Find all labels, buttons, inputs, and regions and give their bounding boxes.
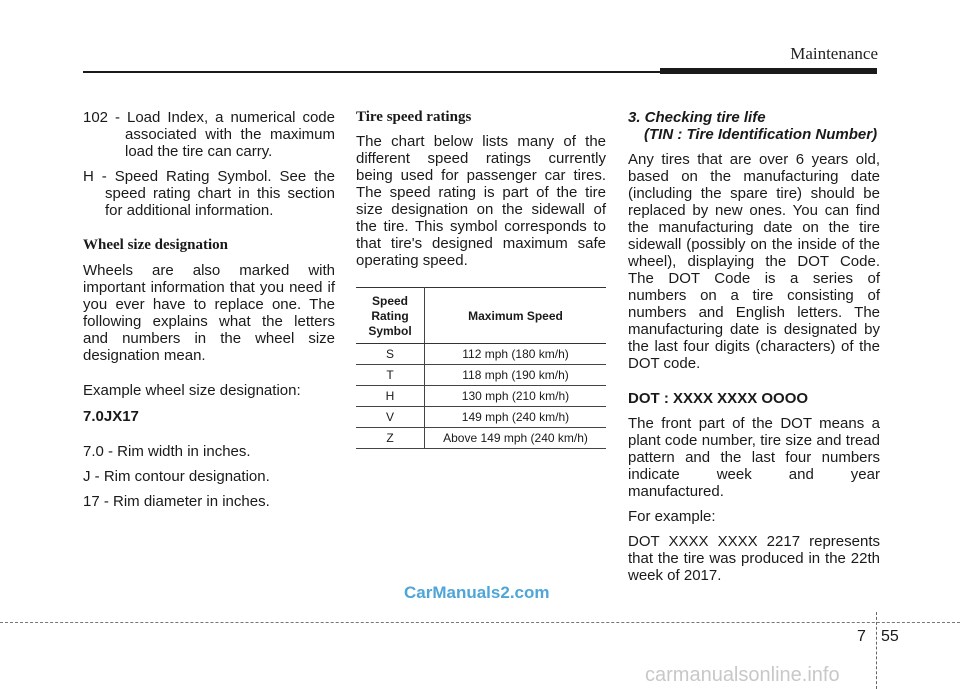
table-row <box>356 428 606 449</box>
rating-speed: Above 149 mph (240 km/h) <box>425 428 607 449</box>
table-row <box>356 365 606 386</box>
dot-example-text: DOT XXXX XXXX 2217 represents that the tire was produced in the 22th week of 2017. <box>628 533 880 584</box>
column-left <box>83 109 335 510</box>
for-example-label: For example: <box>628 508 716 525</box>
footer-rule <box>0 622 960 623</box>
table-row <box>356 344 606 365</box>
column-right <box>628 109 880 584</box>
rating-symbol: Z <box>356 428 425 449</box>
tin-subheading: (TIN : Tire Identification Number) <box>644 126 878 143</box>
section-title: Maintenance <box>790 44 878 63</box>
rating-symbol: S <box>356 344 425 365</box>
header-symbol: Speed Rating Symbol <box>356 288 425 344</box>
tire-life-text: Any tires that are over 6 years old, based on the manufacturing date (including the spare tire) should be replaced by new ones. You can find the manufacturing date on the tire sidewall (possibly on the inside of the wheel), displaying the DOT Code. The DOT Code is a series of numbers on a tire consisting of numbers and English letters. The manufacturing date is designated by the last four digits (characters) of the DOT code. <box>628 151 880 372</box>
tire-life-heading: 3. Checking tire life <box>628 109 766 126</box>
rim-width-text: 7.0 - Rim width in inches. <box>83 443 251 460</box>
footer-site-watermark: carmanualsonline.info <box>645 664 840 686</box>
dot-explanation: The front part of the DOT means a plant code number, tire size and tread pattern and the last four numbers indicate week and year manufactured. <box>628 415 880 500</box>
table-header-row <box>356 288 606 344</box>
table-row <box>356 407 606 428</box>
rating-symbol: H <box>356 386 425 407</box>
header-rule <box>83 71 663 73</box>
header-max-speed: Maximum Speed <box>425 288 607 344</box>
dot-format: DOT : XXXX XXXX OOOO <box>628 390 809 407</box>
speed-ratings-intro: The chart below lists many of the different speed ratings currently being used for passenger car tires. The speed rating is part of the tire size designation on the sidewall of the tire. This symbol corresponds to that tire's designed maximum safe operating speed. <box>356 133 606 269</box>
speed-symbol-text: H - Speed Rating Symbol. See the speed rating chart in this section for additional information. <box>83 168 335 219</box>
example-label: Example wheel size designation: <box>83 382 301 399</box>
rating-speed: 112 mph (180 km/h) <box>425 344 607 365</box>
rating-symbol: T <box>356 365 425 386</box>
speed-rating-table <box>356 287 606 449</box>
rating-symbol: V <box>356 407 425 428</box>
chapter-number: 7 <box>857 628 866 645</box>
column-middle <box>356 109 606 449</box>
wheel-size-heading: Wheel size designation <box>83 237 228 253</box>
page-number: 55 <box>881 628 899 645</box>
rating-speed: 149 mph (240 km/h) <box>425 407 607 428</box>
rim-diameter-text: 17 - Rim diameter in inches. <box>83 493 270 510</box>
rim-contour-text: J - Rim contour designation. <box>83 468 270 485</box>
footer-divider <box>876 612 877 689</box>
example-code: 7.0JX17 <box>83 408 139 425</box>
watermark-logo: CarManuals2.com <box>404 583 550 602</box>
table-row <box>356 386 606 407</box>
rating-speed: 130 mph (210 km/h) <box>425 386 607 407</box>
speed-ratings-heading: Tire speed ratings <box>356 109 472 125</box>
rating-speed: 118 mph (190 km/h) <box>425 365 607 386</box>
wheel-size-text: Wheels are also marked with important information that you need if you ever have to replace one. The following explains what the letters and numbers in the wheel size designation mean. <box>83 262 335 364</box>
header-rule-accent <box>660 68 877 74</box>
load-index-text: 102 - Load Index, a numerical code associated with the maximum load the tire can carry. <box>83 109 335 160</box>
